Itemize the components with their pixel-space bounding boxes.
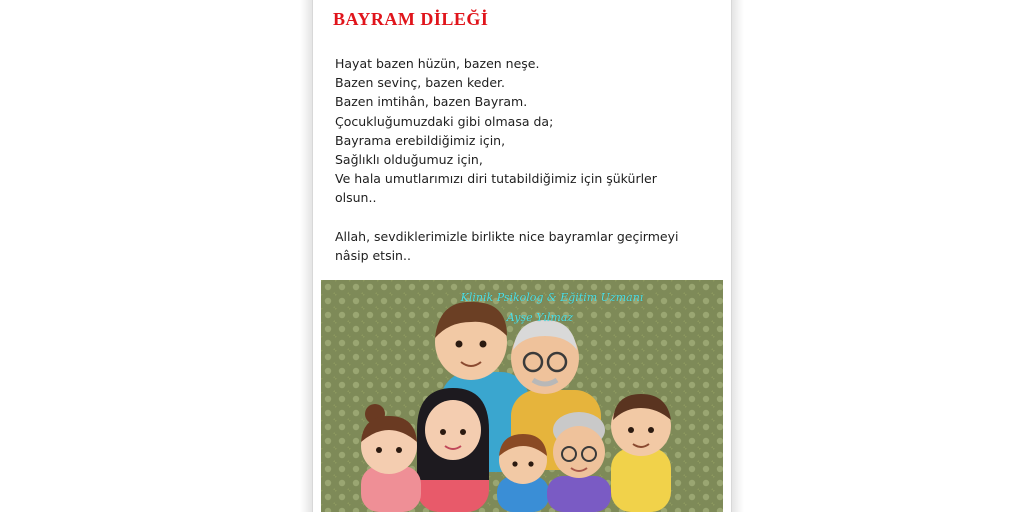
- page-shadow-left: [300, 0, 312, 512]
- card-title: BAYRAM DİLEĞİ: [333, 9, 489, 29]
- closing-line: Allah, sevdiklerimizle birlikte nice bayramlar geçirmeyi: [335, 228, 679, 244]
- poem-line: Sağlıklı olduğumuz için,: [335, 152, 483, 168]
- poem-line: Bazen sevinç, bazen keder.: [335, 75, 506, 91]
- mother-figure: [417, 388, 489, 512]
- watermark-line2: Ayşe Yılmaz: [506, 311, 574, 324]
- paragraph-gap: [335, 208, 715, 227]
- page-shadow-right: [732, 0, 744, 512]
- greeting-card: [312, 0, 732, 512]
- boy-figure: [611, 394, 671, 512]
- poem-line: Çocukluğumuzdaki gibi olmasa da;: [335, 113, 554, 129]
- grandmother-figure: [547, 412, 611, 512]
- poem-line: Bazen imtihân, bazen Bayram.: [335, 94, 528, 110]
- poem-text: [335, 54, 715, 265]
- small-boy-figure: [497, 434, 549, 512]
- poem-line: Ve hala umutlarımızı diri tutabildiğimiz için şükürler: [335, 171, 657, 187]
- closing-line: nâsip etsin..: [335, 248, 411, 264]
- poem-line: olsun..: [335, 190, 377, 206]
- poem-line: Hayat bazen hüzün, bazen neşe.: [335, 56, 540, 71]
- family-illustration: [321, 280, 723, 512]
- watermark-line1: Klinik Psikolog & Eğitim Uzmanı: [460, 291, 644, 304]
- poem-line: Bayrama erebildiğimiz için,: [335, 132, 506, 148]
